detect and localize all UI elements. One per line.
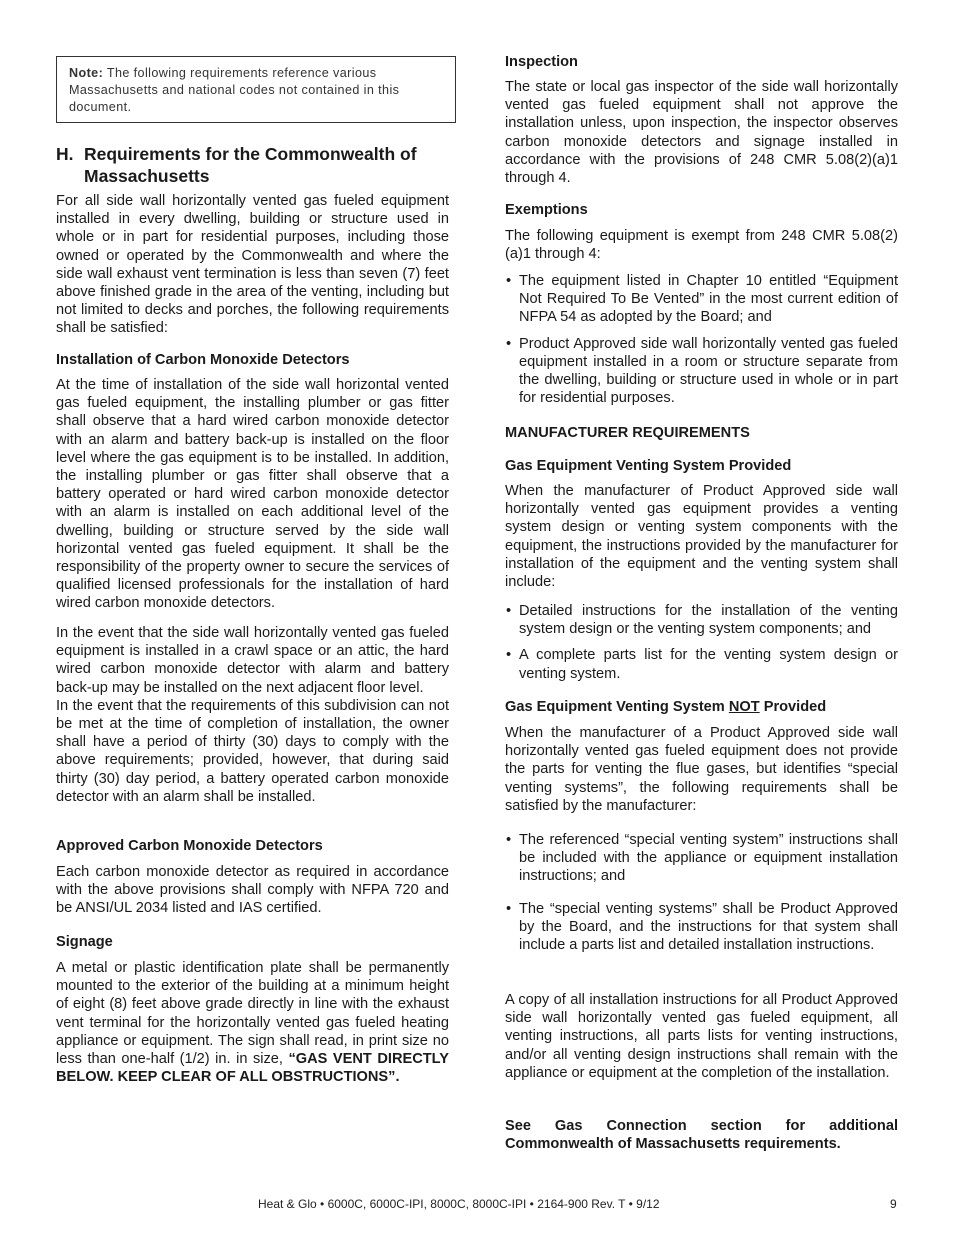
installation-heading: Installation of Carbon Monoxide Detectors [56,352,350,368]
see-gas-connection: See Gas Connection section for additional Commonwealth of Massachusetts requirements. [505,1118,898,1153]
installation-p2: In the event that the side wall horizontally vented gas fueled equipment is installed in a crawl space or an attic, the hard wired carbon monoxide detector with alarm and battery back-up may be installed on the next adjacent floor level. [56,625,449,696]
not-emphasis: NOT [728,699,760,715]
see-gas-block [505,1117,898,1153]
installation-block [56,376,449,613]
list-item: • A complete parts list for the venting system design or venting system. [506,647,898,682]
provided-block [505,482,898,591]
exemptions-heading: Exemptions [505,202,588,218]
provided-list [505,602,898,683]
footer-text: Heat & Glo • 6000C, 6000C-IPI, 8000C, 8000C-IPI • 2164-900 Rev. T • 9/12 [258,1197,660,1211]
installation-block-2 [56,624,449,806]
list-item: • The equipment listed in Chapter 10 entitled “Equipment Not Required To Be Vented” in the most current edition of NFPA 54 as adopted by the Board; and [506,273,898,326]
section-h-intro-block [56,192,449,338]
inspection-heading: Inspection [505,54,578,70]
section-h-number: H. [56,144,74,164]
approved-p1: Each carbon monoxide detector as required in accordance with the above provisions shall comply with NFPA 720 and be ANSI/UL 2034 listed and IAS certified. [56,864,449,917]
list-item: • The “special venting systems” shall be Product Approved by the Board, and the instructions for that system shall include a parts list and detailed installation instructions. [506,900,898,954]
note-box [56,56,456,123]
manufacturer-heading: MANUFACTURER REQUIREMENTS [505,425,750,441]
note-text: The following requirements reference various Massachusetts and national codes not contained in this document. [69,66,400,114]
exemptions-block [505,227,898,263]
installation-p1: At the time of installation of the side wall horizontal vented gas fueled equipment, the installing plumber or gas fitter shall observe that a hard wired carbon monoxide detector with an alarm and battery back-up is installed on the floor level where the gas equipment is to be installed. In addition, the installing plumber or gas fitter shall observe that a battery operated or hard wired carbon monoxide detector with an alarm is installed on each additional level of the dwelling, building or structure served by the side wall horizontal vented gas fueled equipment. It shall be the responsibility of the property owner to secure the services of qualified licensed professionals for the installation of hard wired carbon monoxide detectors. [56,377,449,612]
provided-heading: Gas Equipment Venting System Provided [505,458,792,474]
note-label: Note: [69,66,104,80]
exemptions-p1: The following equipment is exempt from 248 CMR 5.08(2)(a)1 through 4: [505,228,898,263]
section-h-heading [56,143,449,187]
not-provided-p1: When the manufacturer of a Product Approved side wall horizontally vented gas fueled equipment does not provide the parts for venting the flue gases, but identifies “special venting systems”, the following requirements shall be satisfied by the manufacturer: [505,725,898,814]
signage-text: A metal or plastic identification plate shall be permanently mounted to the exterior of the building at a minimum height of eight (8) feet above grade directly in line with the exhaust vent terminal for the horizontally vented gas fueled heating appliance or equipment. The sign shall read, in print size no less than one-half (1/2) in. in size, [56,960,449,1068]
provided-p1: When the manufacturer of Product Approved side wall horizontally vented gas equipment provides a venting system design or venting system components with the equipment, the instructions provided by the manufacturer for installation of the equipment and the venting system shall include: [505,483,898,591]
list-item: • The referenced “special venting system” instructions shall be included with the appliance or equipment installation instructions; and [506,832,898,885]
list-item: • Detailed instructions for the installation of the venting system design or the venting system components; and [506,603,898,638]
not-provided-list [505,831,898,954]
exemptions-list [505,272,898,407]
signage-block [56,959,449,1086]
copy-paragraph: A copy of all installation instructions for all Product Approved side wall horizontally vented gas fueled equipment, all venting instructions, all parts lists for venting instructions, and/or all venting design instructions shall remain with the appliance or equipment at the completion of the installation. [505,992,898,1081]
page-number: 9 [890,1197,897,1211]
not-provided-heading: Gas Equipment Venting System NOT Provided [505,699,827,715]
section-h-title: Requirements for the Commonwealth of Massachusetts [84,144,417,186]
inspection-p1: The state or local gas inspector of the side wall horizontally vented gas fueled equipment shall not approve the installation unless, upon inspection, the inspector observes carbon monoxide detectors and signage installed in accordance with the provisions of 248 CMR 5.08(2)(a)1 through 4. [505,79,898,187]
installation-p3: In the event that the requirements of this subdivision can not be met at the time of completion of installation, the owner shall have a period of thirty (30) days to comply with the above requirements; provided, however, that during said thirty (30) day period, a battery operated carbon monoxide detector with an alarm shall be installed. [56,697,449,805]
signage-p1 [56,959,449,1086]
approved-block [56,863,449,918]
signage-bold: “GAS VENT DIRECTLY BELOW. KEEP CLEAR OF ALL OBSTRUCTIONS”. [56,1051,449,1086]
signage-heading: Signage [56,934,113,950]
approved-heading: Approved Carbon Monoxide Detectors [56,838,323,854]
list-item: • Product Approved side wall horizontally vented gas fueled equipment installed in a room or structure separate from the dwelling, building or structure used in whole or in part for residential purposes. [506,335,898,407]
section-h-intro: For all side wall horizontally vented gas fueled equipment installed in every dwelling, building or structure used in whole or in part for residential purposes, including those owned or operated by the Commonwealth and where the side wall exhaust vent termination is less than seven (7) feet above finished grade in the area of the venting, including but not limited to decks and porches, the following requirements shall be satisfied: [56,193,449,337]
copy-block [505,991,898,1082]
inspection-block [505,78,898,187]
not-provided-block [505,724,898,815]
